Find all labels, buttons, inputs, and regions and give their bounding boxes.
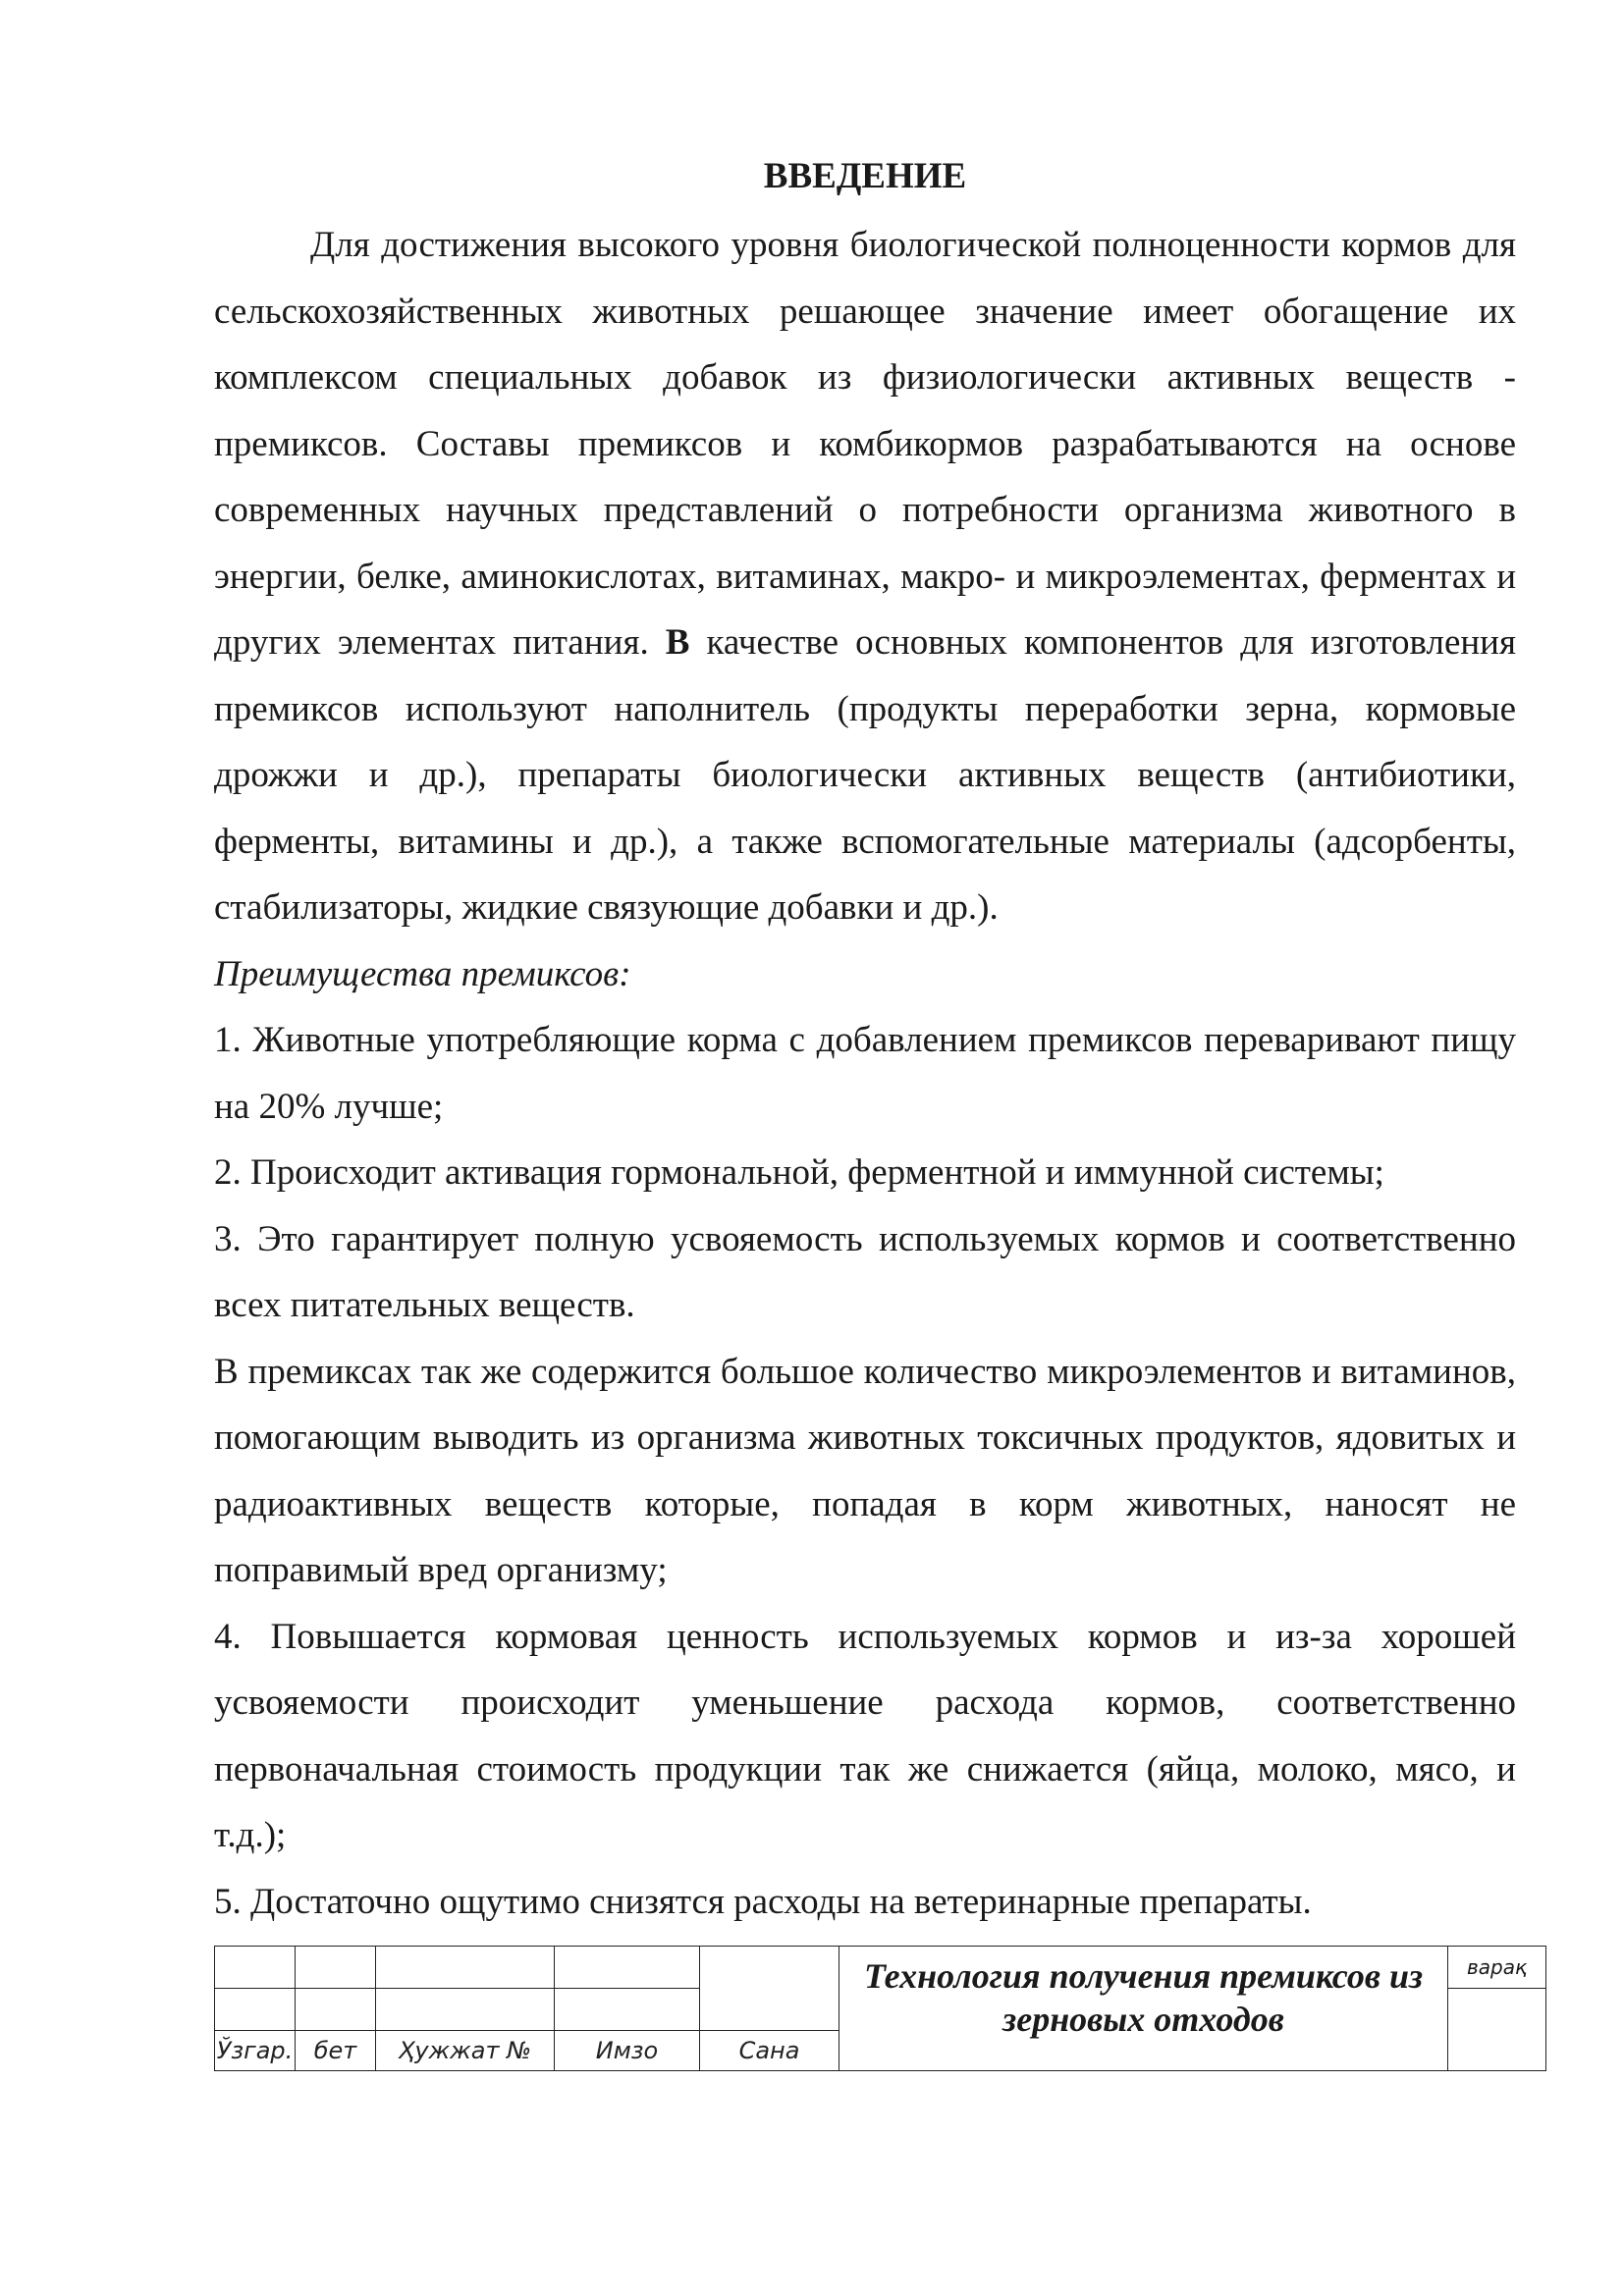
intro-text-part2: качестве основных компонентов для изготовления премиксов используют наполнитель (продукты переработки зерна, кормовые дрожжи и др.), препараты биологически активных веществ (антибиотики, ферменты, витамины и др.), а также вспомогательные материалы (адсорбенты, стабилизаторы, жидкие связующие добавки и др.). <box>214 622 1517 928</box>
stamp-cell <box>555 1989 700 2031</box>
project-title: Технология получения премиксов из зерновых отходов <box>839 1947 1448 2071</box>
microelements-paragraph: В премиксах так же содержится большое количество микроэлементов и витаминов, помогающим выводить из организма животных токсичных продуктов, ядовитых и радиоактивных веществ которые, попадая в корм животных, наносят не поправимый вред организму; <box>214 1351 1516 1590</box>
advantage-item-1: 1. Животные употребляющие корма с добавлением премиксов переваривают пищу на 20% лучше; <box>214 1020 1516 1127</box>
advantage-item-4: 4. Повышается кормовая ценность используемых кормов и из-за хорошей усвояемости происходит уменьшение расхода кормов, соответственно первоначальная стоимость продукции так же снижается (яйца, молоко, мясо, и т.д.); <box>214 1616 1516 1855</box>
advantages-heading: Преимущества премиксов: <box>214 953 631 994</box>
stamp-cell <box>555 1947 700 1989</box>
intro-text-part1: Для достижения высокого уровня биологической полноценности кормов для сельскохозяйственных животных решающее значение имеет обогащение их комплексом специальных добавок из физиологически активных веществ - премиксов. Составы премиксов и комбикормов разрабатываются на основе современных научных представлений о потребности организма животного в энергии, белке, аминокислотах, витаминах, макро- и микроэлементах, ферментах и других элементах питания. <box>214 225 1516 663</box>
stamp-label-change: Ўзгар. <box>215 2031 296 2071</box>
advantage-item-2: 2. Происходит активация гормональной, ферментной и иммунной системы; <box>214 1152 1384 1193</box>
intro-paragraph <box>214 212 1516 941</box>
stamp-cell <box>376 1989 555 2031</box>
advantage-item-5: 5. Достаточно ощутимо снизятся расходы на ветеринарные препараты. <box>214 1881 1312 1922</box>
title-block-stamp <box>214 1946 1546 2071</box>
advantage-item-3: 3. Это гарантирует полную усвояемость используемых кормов и соответственно всех питательных веществ. <box>214 1218 1516 1325</box>
document-body <box>214 212 1516 1935</box>
stamp-label-signature: Имзо <box>555 2031 700 2071</box>
stamp-cell <box>296 1989 376 2031</box>
sheet-number-cell <box>1448 1989 1546 2071</box>
intro-bold-letter: В <box>665 622 690 663</box>
stamp-cell <box>700 1947 839 2031</box>
stamp-cell <box>296 1947 376 1989</box>
stamp-cell <box>215 1989 296 2031</box>
sheet-label: варақ <box>1448 1947 1546 1989</box>
page-title: ВВЕДЕНИЕ <box>763 156 967 196</box>
stamp-label-date: Сана <box>700 2031 839 2071</box>
stamp-label-page: бет <box>296 2031 376 2071</box>
stamp-cell <box>215 1947 296 1989</box>
stamp-label-document-no: Ҳужжат № <box>376 2031 555 2071</box>
stamp-cell <box>376 1947 555 1989</box>
